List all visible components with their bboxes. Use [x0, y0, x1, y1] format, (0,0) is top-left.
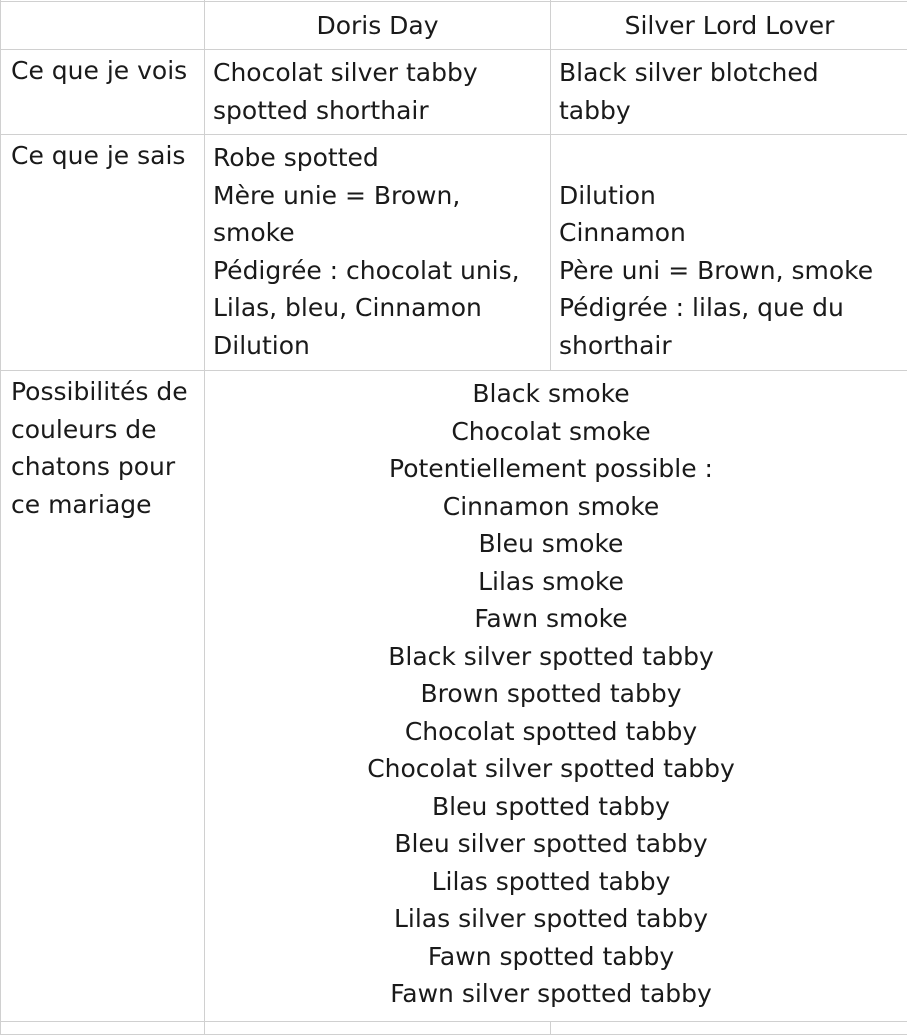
cell-line: spotted shorthair	[213, 92, 544, 130]
list-item: Potentiellement possible :	[205, 450, 897, 488]
table-row-bottom-edge	[1, 1022, 907, 1035]
list-item: Black silver spotted tabby	[205, 638, 897, 676]
list-item: Bleu silver spotted tabby	[205, 825, 897, 863]
row-label-possibilites	[1, 371, 205, 1022]
cell-vois-doris-day	[205, 50, 551, 135]
cell-line: Chocolat silver tabby	[213, 54, 544, 92]
table-row-ce-que-je-vois	[1, 50, 907, 135]
cell-blank-line	[559, 139, 907, 177]
list-item: Fawn smoke	[205, 600, 897, 638]
cell-line: Pédigrée : chocolat unis,	[213, 252, 544, 290]
row-label-text: couleurs de	[11, 411, 200, 449]
cell-line: Cinnamon	[559, 214, 907, 252]
cell-line: tabby	[559, 92, 907, 130]
cell-line: smoke	[213, 214, 544, 252]
list-item: Lilas silver spotted tabby	[205, 900, 897, 938]
row-label-ce-que-je-sais	[1, 135, 205, 371]
cell-line: Black silver blotched	[559, 54, 907, 92]
list-item: Lilas smoke	[205, 563, 897, 601]
cell-possibilites-list	[205, 371, 907, 1022]
table-row-ce-que-je-sais	[1, 135, 907, 371]
row-label-ce-que-je-vois	[1, 50, 205, 135]
possibilites-list	[205, 375, 897, 1013]
cell-vois-silver-lord-lover	[551, 50, 907, 135]
list-item: Brown spotted tabby	[205, 675, 897, 713]
cell-line: Lilas, bleu, Cinnamon	[213, 289, 544, 327]
cell-sais-doris-day	[205, 135, 551, 371]
cell-sais-silver-lord-lover	[551, 135, 907, 371]
list-item: Chocolat silver spotted tabby	[205, 750, 897, 788]
row-label-text: Possibilités de	[11, 373, 200, 411]
header-corner-cell	[1, 2, 205, 50]
list-item: Fawn spotted tabby	[205, 938, 897, 976]
table-cell-empty	[551, 1022, 907, 1035]
list-item: Chocolat spotted tabby	[205, 713, 897, 751]
list-item: Black smoke	[205, 375, 897, 413]
list-item: Chocolat smoke	[205, 413, 897, 451]
list-item: Fawn silver spotted tabby	[205, 975, 897, 1013]
row-label-text: Ce que je sais	[11, 137, 200, 175]
row-label-text: Ce que je vois	[11, 52, 200, 90]
list-item: Bleu spotted tabby	[205, 788, 897, 826]
list-item: Cinnamon smoke	[205, 488, 897, 526]
table-cell-empty	[205, 1022, 551, 1035]
cell-line: Dilution	[213, 327, 544, 365]
cell-line: Robe spotted	[213, 139, 544, 177]
table-header-row	[1, 2, 907, 50]
cell-line: shorthair	[559, 327, 907, 365]
cell-line: Mère unie = Brown,	[213, 177, 544, 215]
header-silver-lord-lover: Silver Lord Lover	[551, 2, 907, 50]
cell-line: Père uni = Brown, smoke	[559, 252, 907, 290]
cell-line: Pédigrée : lilas, que du	[559, 289, 907, 327]
table-cell-empty	[1, 1022, 205, 1035]
row-label-text: chatons pour	[11, 448, 200, 486]
row-label-text: ce mariage	[11, 486, 200, 524]
list-item: Lilas spotted tabby	[205, 863, 897, 901]
table-row-possibilites	[1, 371, 907, 1022]
cell-line: Dilution	[559, 177, 907, 215]
header-doris-day: Doris Day	[205, 2, 551, 50]
list-item: Bleu smoke	[205, 525, 897, 563]
